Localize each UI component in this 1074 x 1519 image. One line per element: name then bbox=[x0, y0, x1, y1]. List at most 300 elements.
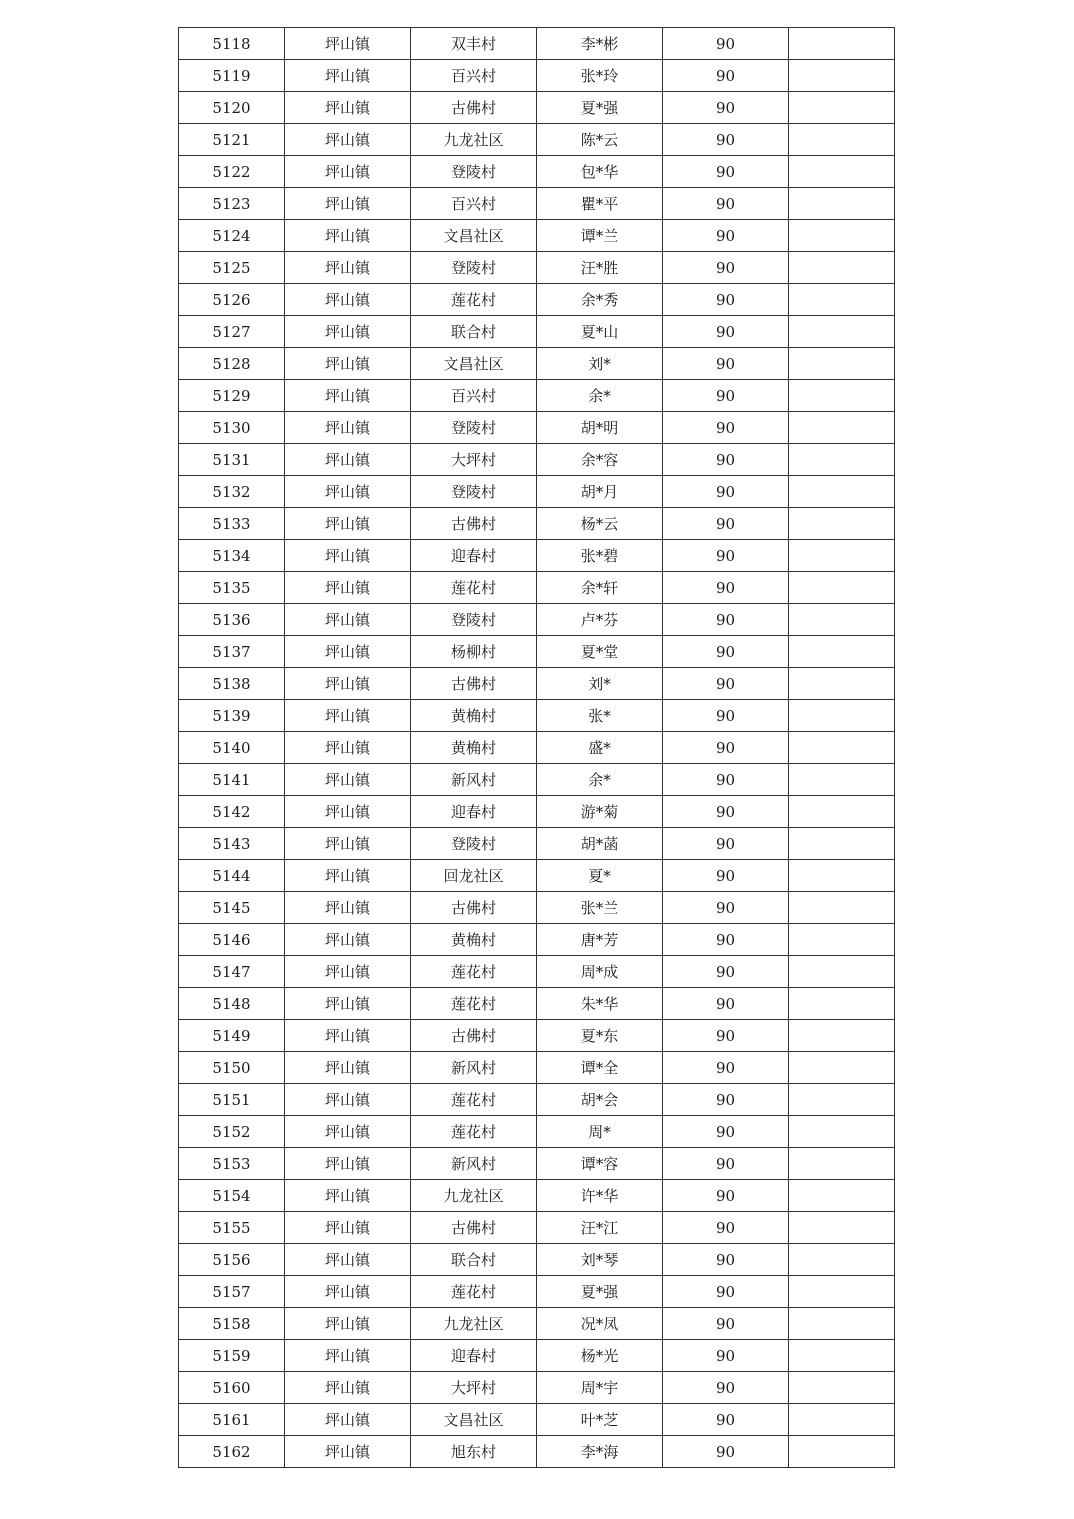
table-row bbox=[179, 1308, 895, 1340]
cell-village: 莲花村 bbox=[411, 284, 537, 316]
cell-village: 九龙社区 bbox=[411, 1180, 537, 1212]
cell-person-name: 刘*琴 bbox=[537, 1244, 663, 1276]
document-page bbox=[178, 27, 894, 1468]
cell-village: 联合村 bbox=[411, 1244, 537, 1276]
table-row bbox=[179, 508, 895, 540]
cell-remark bbox=[789, 412, 895, 444]
cell-village: 新风村 bbox=[411, 764, 537, 796]
cell-amount: 90 bbox=[663, 988, 789, 1020]
table-row bbox=[179, 604, 895, 636]
cell-village: 莲花村 bbox=[411, 988, 537, 1020]
cell-amount: 90 bbox=[663, 92, 789, 124]
cell-remark bbox=[789, 1116, 895, 1148]
cell-remark bbox=[789, 476, 895, 508]
cell-person-name: 夏*强 bbox=[537, 1276, 663, 1308]
cell-person-name: 夏* bbox=[537, 860, 663, 892]
cell-person-name: 胡*明 bbox=[537, 412, 663, 444]
cell-amount: 90 bbox=[663, 1020, 789, 1052]
cell-village: 杨柳村 bbox=[411, 636, 537, 668]
cell-person-name: 杨*光 bbox=[537, 1340, 663, 1372]
table-row bbox=[179, 860, 895, 892]
cell-person-name: 周* bbox=[537, 1116, 663, 1148]
cell-town: 坪山镇 bbox=[285, 1276, 411, 1308]
cell-remark bbox=[789, 28, 895, 60]
cell-serial-number: 5122 bbox=[179, 156, 285, 188]
cell-amount: 90 bbox=[663, 188, 789, 220]
cell-serial-number: 5150 bbox=[179, 1052, 285, 1084]
table-row bbox=[179, 1020, 895, 1052]
cell-village: 古佛村 bbox=[411, 892, 537, 924]
cell-serial-number: 5123 bbox=[179, 188, 285, 220]
cell-town: 坪山镇 bbox=[285, 1372, 411, 1404]
table-row bbox=[179, 316, 895, 348]
cell-serial-number: 5140 bbox=[179, 732, 285, 764]
cell-serial-number: 5144 bbox=[179, 860, 285, 892]
cell-amount: 90 bbox=[663, 444, 789, 476]
cell-village: 大坪村 bbox=[411, 1372, 537, 1404]
cell-serial-number: 5151 bbox=[179, 1084, 285, 1116]
cell-village: 登陵村 bbox=[411, 412, 537, 444]
cell-serial-number: 5154 bbox=[179, 1180, 285, 1212]
cell-town: 坪山镇 bbox=[285, 220, 411, 252]
cell-town: 坪山镇 bbox=[285, 860, 411, 892]
cell-person-name: 许*华 bbox=[537, 1180, 663, 1212]
cell-remark bbox=[789, 732, 895, 764]
cell-town: 坪山镇 bbox=[285, 508, 411, 540]
cell-amount: 90 bbox=[663, 1244, 789, 1276]
cell-remark bbox=[789, 988, 895, 1020]
cell-village: 迎春村 bbox=[411, 796, 537, 828]
cell-village: 百兴村 bbox=[411, 60, 537, 92]
table-row bbox=[179, 540, 895, 572]
table-row bbox=[179, 1212, 895, 1244]
cell-person-name: 胡*会 bbox=[537, 1084, 663, 1116]
cell-town: 坪山镇 bbox=[285, 1180, 411, 1212]
cell-amount: 90 bbox=[663, 1212, 789, 1244]
cell-town: 坪山镇 bbox=[285, 1052, 411, 1084]
cell-village: 登陵村 bbox=[411, 476, 537, 508]
cell-amount: 90 bbox=[663, 860, 789, 892]
cell-amount: 90 bbox=[663, 636, 789, 668]
cell-person-name: 夏*山 bbox=[537, 316, 663, 348]
cell-person-name: 谭*容 bbox=[537, 1148, 663, 1180]
cell-town: 坪山镇 bbox=[285, 156, 411, 188]
cell-remark bbox=[789, 1308, 895, 1340]
cell-town: 坪山镇 bbox=[285, 1116, 411, 1148]
cell-amount: 90 bbox=[663, 284, 789, 316]
cell-person-name: 余* bbox=[537, 380, 663, 412]
cell-village: 莲花村 bbox=[411, 1116, 537, 1148]
cell-town: 坪山镇 bbox=[285, 380, 411, 412]
cell-amount: 90 bbox=[663, 220, 789, 252]
cell-town: 坪山镇 bbox=[285, 1436, 411, 1468]
cell-person-name: 张*玲 bbox=[537, 60, 663, 92]
cell-village: 新风村 bbox=[411, 1148, 537, 1180]
cell-town: 坪山镇 bbox=[285, 60, 411, 92]
cell-remark bbox=[789, 700, 895, 732]
roster-table-body bbox=[179, 28, 895, 1468]
cell-remark bbox=[789, 892, 895, 924]
cell-town: 坪山镇 bbox=[285, 732, 411, 764]
cell-remark bbox=[789, 956, 895, 988]
cell-amount: 90 bbox=[663, 60, 789, 92]
cell-serial-number: 5135 bbox=[179, 572, 285, 604]
cell-town: 坪山镇 bbox=[285, 412, 411, 444]
cell-town: 坪山镇 bbox=[285, 796, 411, 828]
cell-town: 坪山镇 bbox=[285, 924, 411, 956]
table-row bbox=[179, 1244, 895, 1276]
cell-village: 迎春村 bbox=[411, 1340, 537, 1372]
cell-person-name: 余*轩 bbox=[537, 572, 663, 604]
table-row bbox=[179, 156, 895, 188]
cell-serial-number: 5148 bbox=[179, 988, 285, 1020]
cell-remark bbox=[789, 636, 895, 668]
cell-remark bbox=[789, 348, 895, 380]
cell-amount: 90 bbox=[663, 540, 789, 572]
cell-town: 坪山镇 bbox=[285, 1340, 411, 1372]
cell-remark bbox=[789, 92, 895, 124]
cell-serial-number: 5127 bbox=[179, 316, 285, 348]
cell-remark bbox=[789, 316, 895, 348]
cell-person-name: 周*成 bbox=[537, 956, 663, 988]
cell-town: 坪山镇 bbox=[285, 956, 411, 988]
cell-serial-number: 5120 bbox=[179, 92, 285, 124]
cell-amount: 90 bbox=[663, 1276, 789, 1308]
cell-town: 坪山镇 bbox=[285, 1020, 411, 1052]
table-row bbox=[179, 1052, 895, 1084]
cell-town: 坪山镇 bbox=[285, 316, 411, 348]
cell-person-name: 盛* bbox=[537, 732, 663, 764]
cell-person-name: 刘* bbox=[537, 348, 663, 380]
table-row bbox=[179, 124, 895, 156]
cell-village: 百兴村 bbox=[411, 380, 537, 412]
cell-amount: 90 bbox=[663, 1084, 789, 1116]
table-row bbox=[179, 796, 895, 828]
cell-serial-number: 5137 bbox=[179, 636, 285, 668]
cell-village: 登陵村 bbox=[411, 828, 537, 860]
cell-village: 黄桷村 bbox=[411, 924, 537, 956]
roster-table bbox=[178, 27, 895, 1468]
cell-serial-number: 5118 bbox=[179, 28, 285, 60]
cell-amount: 90 bbox=[663, 1404, 789, 1436]
cell-village: 古佛村 bbox=[411, 668, 537, 700]
cell-person-name: 游*菊 bbox=[537, 796, 663, 828]
cell-remark bbox=[789, 796, 895, 828]
cell-village: 回龙社区 bbox=[411, 860, 537, 892]
table-row bbox=[179, 412, 895, 444]
cell-town: 坪山镇 bbox=[285, 188, 411, 220]
cell-remark bbox=[789, 188, 895, 220]
cell-remark bbox=[789, 124, 895, 156]
cell-serial-number: 5143 bbox=[179, 828, 285, 860]
cell-serial-number: 5149 bbox=[179, 1020, 285, 1052]
table-row bbox=[179, 700, 895, 732]
cell-remark bbox=[789, 1340, 895, 1372]
table-row bbox=[179, 380, 895, 412]
cell-person-name: 陈*云 bbox=[537, 124, 663, 156]
cell-town: 坪山镇 bbox=[285, 124, 411, 156]
cell-person-name: 谭*全 bbox=[537, 1052, 663, 1084]
cell-amount: 90 bbox=[663, 892, 789, 924]
cell-person-name: 胡*菡 bbox=[537, 828, 663, 860]
cell-village: 九龙社区 bbox=[411, 124, 537, 156]
cell-town: 坪山镇 bbox=[285, 28, 411, 60]
table-row bbox=[179, 892, 895, 924]
cell-amount: 90 bbox=[663, 1052, 789, 1084]
cell-amount: 90 bbox=[663, 1148, 789, 1180]
cell-person-name: 杨*云 bbox=[537, 508, 663, 540]
cell-serial-number: 5134 bbox=[179, 540, 285, 572]
cell-serial-number: 5157 bbox=[179, 1276, 285, 1308]
table-row bbox=[179, 92, 895, 124]
cell-remark bbox=[789, 572, 895, 604]
table-row bbox=[179, 828, 895, 860]
cell-serial-number: 5133 bbox=[179, 508, 285, 540]
cell-amount: 90 bbox=[663, 156, 789, 188]
cell-person-name: 夏*堂 bbox=[537, 636, 663, 668]
cell-serial-number: 5124 bbox=[179, 220, 285, 252]
cell-person-name: 胡*月 bbox=[537, 476, 663, 508]
cell-amount: 90 bbox=[663, 956, 789, 988]
table-row bbox=[179, 988, 895, 1020]
cell-village: 新风村 bbox=[411, 1052, 537, 1084]
cell-village: 文昌社区 bbox=[411, 348, 537, 380]
table-row bbox=[179, 60, 895, 92]
cell-person-name: 卢*芬 bbox=[537, 604, 663, 636]
cell-remark bbox=[789, 60, 895, 92]
cell-town: 坪山镇 bbox=[285, 668, 411, 700]
cell-serial-number: 5141 bbox=[179, 764, 285, 796]
table-row bbox=[179, 1116, 895, 1148]
table-row bbox=[179, 1084, 895, 1116]
cell-village: 黄桷村 bbox=[411, 700, 537, 732]
cell-town: 坪山镇 bbox=[285, 252, 411, 284]
cell-serial-number: 5119 bbox=[179, 60, 285, 92]
cell-amount: 90 bbox=[663, 732, 789, 764]
cell-person-name: 周*宇 bbox=[537, 1372, 663, 1404]
cell-person-name: 汪*胜 bbox=[537, 252, 663, 284]
cell-person-name: 唐*芳 bbox=[537, 924, 663, 956]
table-row bbox=[179, 1276, 895, 1308]
cell-amount: 90 bbox=[663, 124, 789, 156]
cell-person-name: 张*兰 bbox=[537, 892, 663, 924]
cell-amount: 90 bbox=[663, 828, 789, 860]
cell-serial-number: 5130 bbox=[179, 412, 285, 444]
table-row bbox=[179, 1436, 895, 1468]
cell-remark bbox=[789, 668, 895, 700]
cell-person-name: 汪*江 bbox=[537, 1212, 663, 1244]
table-row bbox=[179, 252, 895, 284]
cell-village: 黄桷村 bbox=[411, 732, 537, 764]
table-row bbox=[179, 572, 895, 604]
cell-person-name: 包*华 bbox=[537, 156, 663, 188]
cell-remark bbox=[789, 1244, 895, 1276]
cell-amount: 90 bbox=[663, 380, 789, 412]
cell-serial-number: 5145 bbox=[179, 892, 285, 924]
table-row bbox=[179, 636, 895, 668]
cell-serial-number: 5153 bbox=[179, 1148, 285, 1180]
cell-town: 坪山镇 bbox=[285, 1404, 411, 1436]
cell-town: 坪山镇 bbox=[285, 604, 411, 636]
cell-person-name: 况*凤 bbox=[537, 1308, 663, 1340]
cell-remark bbox=[789, 1276, 895, 1308]
cell-remark bbox=[789, 220, 895, 252]
cell-remark bbox=[789, 1436, 895, 1468]
cell-town: 坪山镇 bbox=[285, 828, 411, 860]
cell-serial-number: 5126 bbox=[179, 284, 285, 316]
table-row bbox=[179, 188, 895, 220]
cell-serial-number: 5147 bbox=[179, 956, 285, 988]
cell-serial-number: 5146 bbox=[179, 924, 285, 956]
cell-remark bbox=[789, 924, 895, 956]
cell-village: 莲花村 bbox=[411, 956, 537, 988]
cell-person-name: 李*海 bbox=[537, 1436, 663, 1468]
cell-remark bbox=[789, 1404, 895, 1436]
cell-amount: 90 bbox=[663, 1340, 789, 1372]
cell-town: 坪山镇 bbox=[285, 476, 411, 508]
table-row bbox=[179, 1372, 895, 1404]
cell-person-name: 瞿*平 bbox=[537, 188, 663, 220]
cell-village: 登陵村 bbox=[411, 604, 537, 636]
cell-serial-number: 5131 bbox=[179, 444, 285, 476]
cell-serial-number: 5129 bbox=[179, 380, 285, 412]
cell-village: 古佛村 bbox=[411, 508, 537, 540]
cell-amount: 90 bbox=[663, 604, 789, 636]
cell-town: 坪山镇 bbox=[285, 284, 411, 316]
cell-amount: 90 bbox=[663, 796, 789, 828]
cell-remark bbox=[789, 540, 895, 572]
cell-amount: 90 bbox=[663, 764, 789, 796]
table-row bbox=[179, 764, 895, 796]
cell-serial-number: 5159 bbox=[179, 1340, 285, 1372]
table-row bbox=[179, 1404, 895, 1436]
cell-village: 双丰村 bbox=[411, 28, 537, 60]
cell-village: 联合村 bbox=[411, 316, 537, 348]
cell-remark bbox=[789, 1084, 895, 1116]
cell-remark bbox=[789, 604, 895, 636]
cell-serial-number: 5156 bbox=[179, 1244, 285, 1276]
cell-remark bbox=[789, 1212, 895, 1244]
table-row bbox=[179, 444, 895, 476]
cell-amount: 90 bbox=[663, 412, 789, 444]
cell-town: 坪山镇 bbox=[285, 540, 411, 572]
cell-serial-number: 5158 bbox=[179, 1308, 285, 1340]
cell-amount: 90 bbox=[663, 1372, 789, 1404]
cell-village: 文昌社区 bbox=[411, 1404, 537, 1436]
cell-amount: 90 bbox=[663, 924, 789, 956]
cell-amount: 90 bbox=[663, 1180, 789, 1212]
cell-village: 九龙社区 bbox=[411, 1308, 537, 1340]
cell-amount: 90 bbox=[663, 1308, 789, 1340]
table-row bbox=[179, 476, 895, 508]
cell-village: 登陵村 bbox=[411, 156, 537, 188]
cell-town: 坪山镇 bbox=[285, 92, 411, 124]
cell-village: 迎春村 bbox=[411, 540, 537, 572]
table-row bbox=[179, 956, 895, 988]
cell-remark bbox=[789, 860, 895, 892]
cell-town: 坪山镇 bbox=[285, 444, 411, 476]
table-row bbox=[179, 1340, 895, 1372]
cell-amount: 90 bbox=[663, 252, 789, 284]
cell-town: 坪山镇 bbox=[285, 636, 411, 668]
table-row bbox=[179, 1148, 895, 1180]
cell-village: 旭东村 bbox=[411, 1436, 537, 1468]
table-row bbox=[179, 284, 895, 316]
cell-town: 坪山镇 bbox=[285, 700, 411, 732]
cell-town: 坪山镇 bbox=[285, 1244, 411, 1276]
cell-village: 古佛村 bbox=[411, 1212, 537, 1244]
cell-person-name: 夏*东 bbox=[537, 1020, 663, 1052]
cell-village: 古佛村 bbox=[411, 92, 537, 124]
cell-town: 坪山镇 bbox=[285, 348, 411, 380]
table-row bbox=[179, 348, 895, 380]
cell-amount: 90 bbox=[663, 348, 789, 380]
cell-serial-number: 5125 bbox=[179, 252, 285, 284]
cell-village: 文昌社区 bbox=[411, 220, 537, 252]
cell-remark bbox=[789, 1148, 895, 1180]
cell-remark bbox=[789, 156, 895, 188]
cell-remark bbox=[789, 1180, 895, 1212]
cell-village: 莲花村 bbox=[411, 572, 537, 604]
cell-amount: 90 bbox=[663, 1436, 789, 1468]
cell-village: 古佛村 bbox=[411, 1020, 537, 1052]
cell-serial-number: 5121 bbox=[179, 124, 285, 156]
cell-person-name: 余* bbox=[537, 764, 663, 796]
cell-person-name: 余*容 bbox=[537, 444, 663, 476]
cell-remark bbox=[789, 764, 895, 796]
cell-serial-number: 5161 bbox=[179, 1404, 285, 1436]
cell-town: 坪山镇 bbox=[285, 1212, 411, 1244]
cell-remark bbox=[789, 284, 895, 316]
table-row bbox=[179, 1180, 895, 1212]
cell-person-name: 刘* bbox=[537, 668, 663, 700]
cell-town: 坪山镇 bbox=[285, 892, 411, 924]
cell-village: 大坪村 bbox=[411, 444, 537, 476]
cell-remark bbox=[789, 828, 895, 860]
table-row bbox=[179, 220, 895, 252]
table-row bbox=[179, 732, 895, 764]
cell-person-name: 叶*芝 bbox=[537, 1404, 663, 1436]
cell-serial-number: 5132 bbox=[179, 476, 285, 508]
cell-person-name: 夏*强 bbox=[537, 92, 663, 124]
cell-village: 登陵村 bbox=[411, 252, 537, 284]
cell-person-name: 朱*华 bbox=[537, 988, 663, 1020]
cell-village: 百兴村 bbox=[411, 188, 537, 220]
cell-person-name: 李*彬 bbox=[537, 28, 663, 60]
cell-remark bbox=[789, 1052, 895, 1084]
cell-serial-number: 5160 bbox=[179, 1372, 285, 1404]
cell-amount: 90 bbox=[663, 476, 789, 508]
table-row bbox=[179, 28, 895, 60]
cell-town: 坪山镇 bbox=[285, 1308, 411, 1340]
cell-person-name: 张* bbox=[537, 700, 663, 732]
cell-remark bbox=[789, 444, 895, 476]
cell-village: 莲花村 bbox=[411, 1276, 537, 1308]
cell-remark bbox=[789, 1020, 895, 1052]
cell-remark bbox=[789, 252, 895, 284]
cell-village: 莲花村 bbox=[411, 1084, 537, 1116]
cell-town: 坪山镇 bbox=[285, 572, 411, 604]
table-row bbox=[179, 924, 895, 956]
cell-serial-number: 5142 bbox=[179, 796, 285, 828]
cell-amount: 90 bbox=[663, 668, 789, 700]
cell-serial-number: 5139 bbox=[179, 700, 285, 732]
cell-town: 坪山镇 bbox=[285, 988, 411, 1020]
cell-serial-number: 5128 bbox=[179, 348, 285, 380]
cell-serial-number: 5138 bbox=[179, 668, 285, 700]
cell-person-name: 谭*兰 bbox=[537, 220, 663, 252]
cell-remark bbox=[789, 380, 895, 412]
